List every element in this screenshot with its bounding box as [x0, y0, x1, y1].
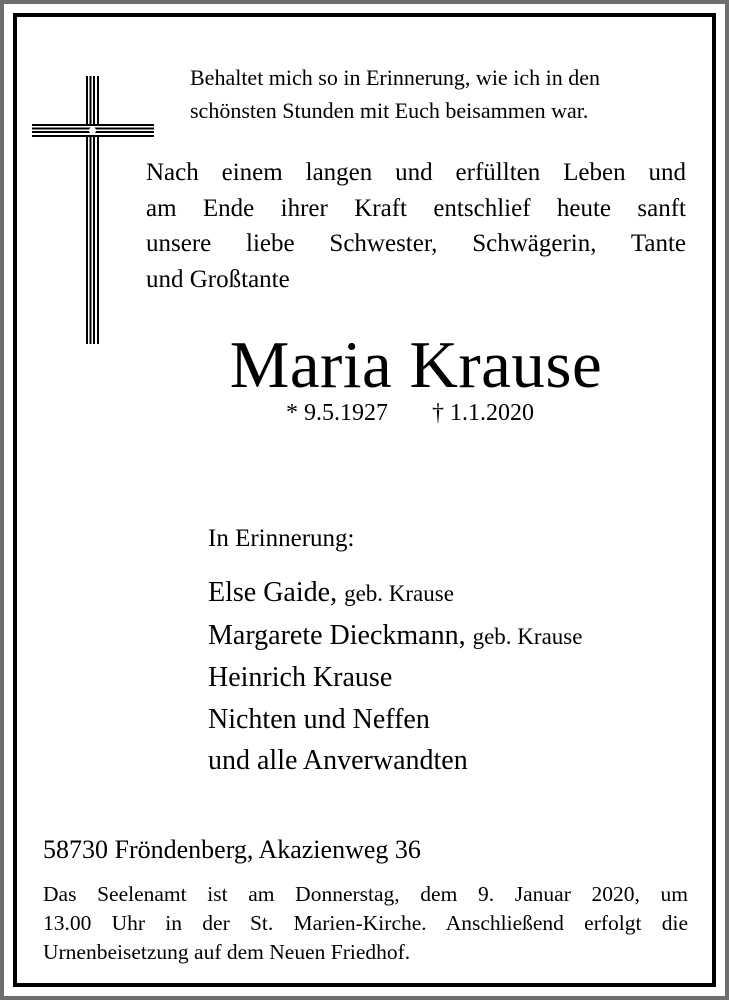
cross-center-dot — [89, 127, 96, 134]
deceased-name: Maria Krause — [229, 328, 603, 402]
family-address: 58730 Fröndenberg, Akazienweg 36 — [43, 835, 421, 864]
memory-label: In Erinnerung: — [208, 525, 355, 552]
mourners-list — [208, 572, 582, 782]
mourner-name: Nichten und Neffen — [208, 703, 430, 735]
service-line: Urnenbeisetzung auf dem Neuen Friedhof. — [43, 940, 411, 964]
memorial-quote — [190, 61, 700, 127]
mourner-item — [208, 740, 582, 782]
cross-vertical-beam — [86, 76, 99, 344]
mourner-name: und alle Anverwandten — [208, 745, 468, 776]
intro-line: Nach einem langen und erfüllten Leben und — [146, 159, 686, 186]
intro-line: und Großtante — [146, 265, 290, 293]
mourner-name: Else Gaide, — [208, 577, 338, 608]
mourner-maiden-name: geb. Krause — [344, 581, 454, 606]
death-date: † 1.1.2020 — [432, 400, 534, 426]
service-line: 13.00 Uhr in der St. Marien-Kirche. Anschließend erfolgt die — [43, 911, 688, 935]
birth-date: * 9.5.1927 — [286, 400, 388, 426]
mourner-item — [208, 615, 582, 658]
intro-line: unsere liebe Schwester, Schwägerin, Tante — [146, 230, 686, 257]
mourner-item — [208, 657, 582, 699]
mourner-name: Heinrich Krause — [208, 662, 393, 693]
service-info — [43, 880, 688, 967]
mourner-name: Margarete Dieckmann, — [208, 619, 466, 651]
intro-line: am Ende ihrer Kraft entschlief heute sanft — [146, 194, 686, 222]
mourner-item — [208, 572, 582, 615]
quote-line: Behaltet mich so in Erinnerung, wie ich in den — [190, 65, 600, 90]
mourner-maiden-name: geb. Krause — [472, 623, 583, 649]
quote-line: schönsten Stunden mit Euch beisammen war. — [190, 98, 589, 123]
intro-text — [146, 155, 686, 297]
service-line: Das Seelenamt ist am Donnerstag, dem 9. Januar 2020, um — [43, 882, 688, 906]
mourner-item — [208, 699, 582, 741]
cross-icon — [32, 76, 154, 344]
